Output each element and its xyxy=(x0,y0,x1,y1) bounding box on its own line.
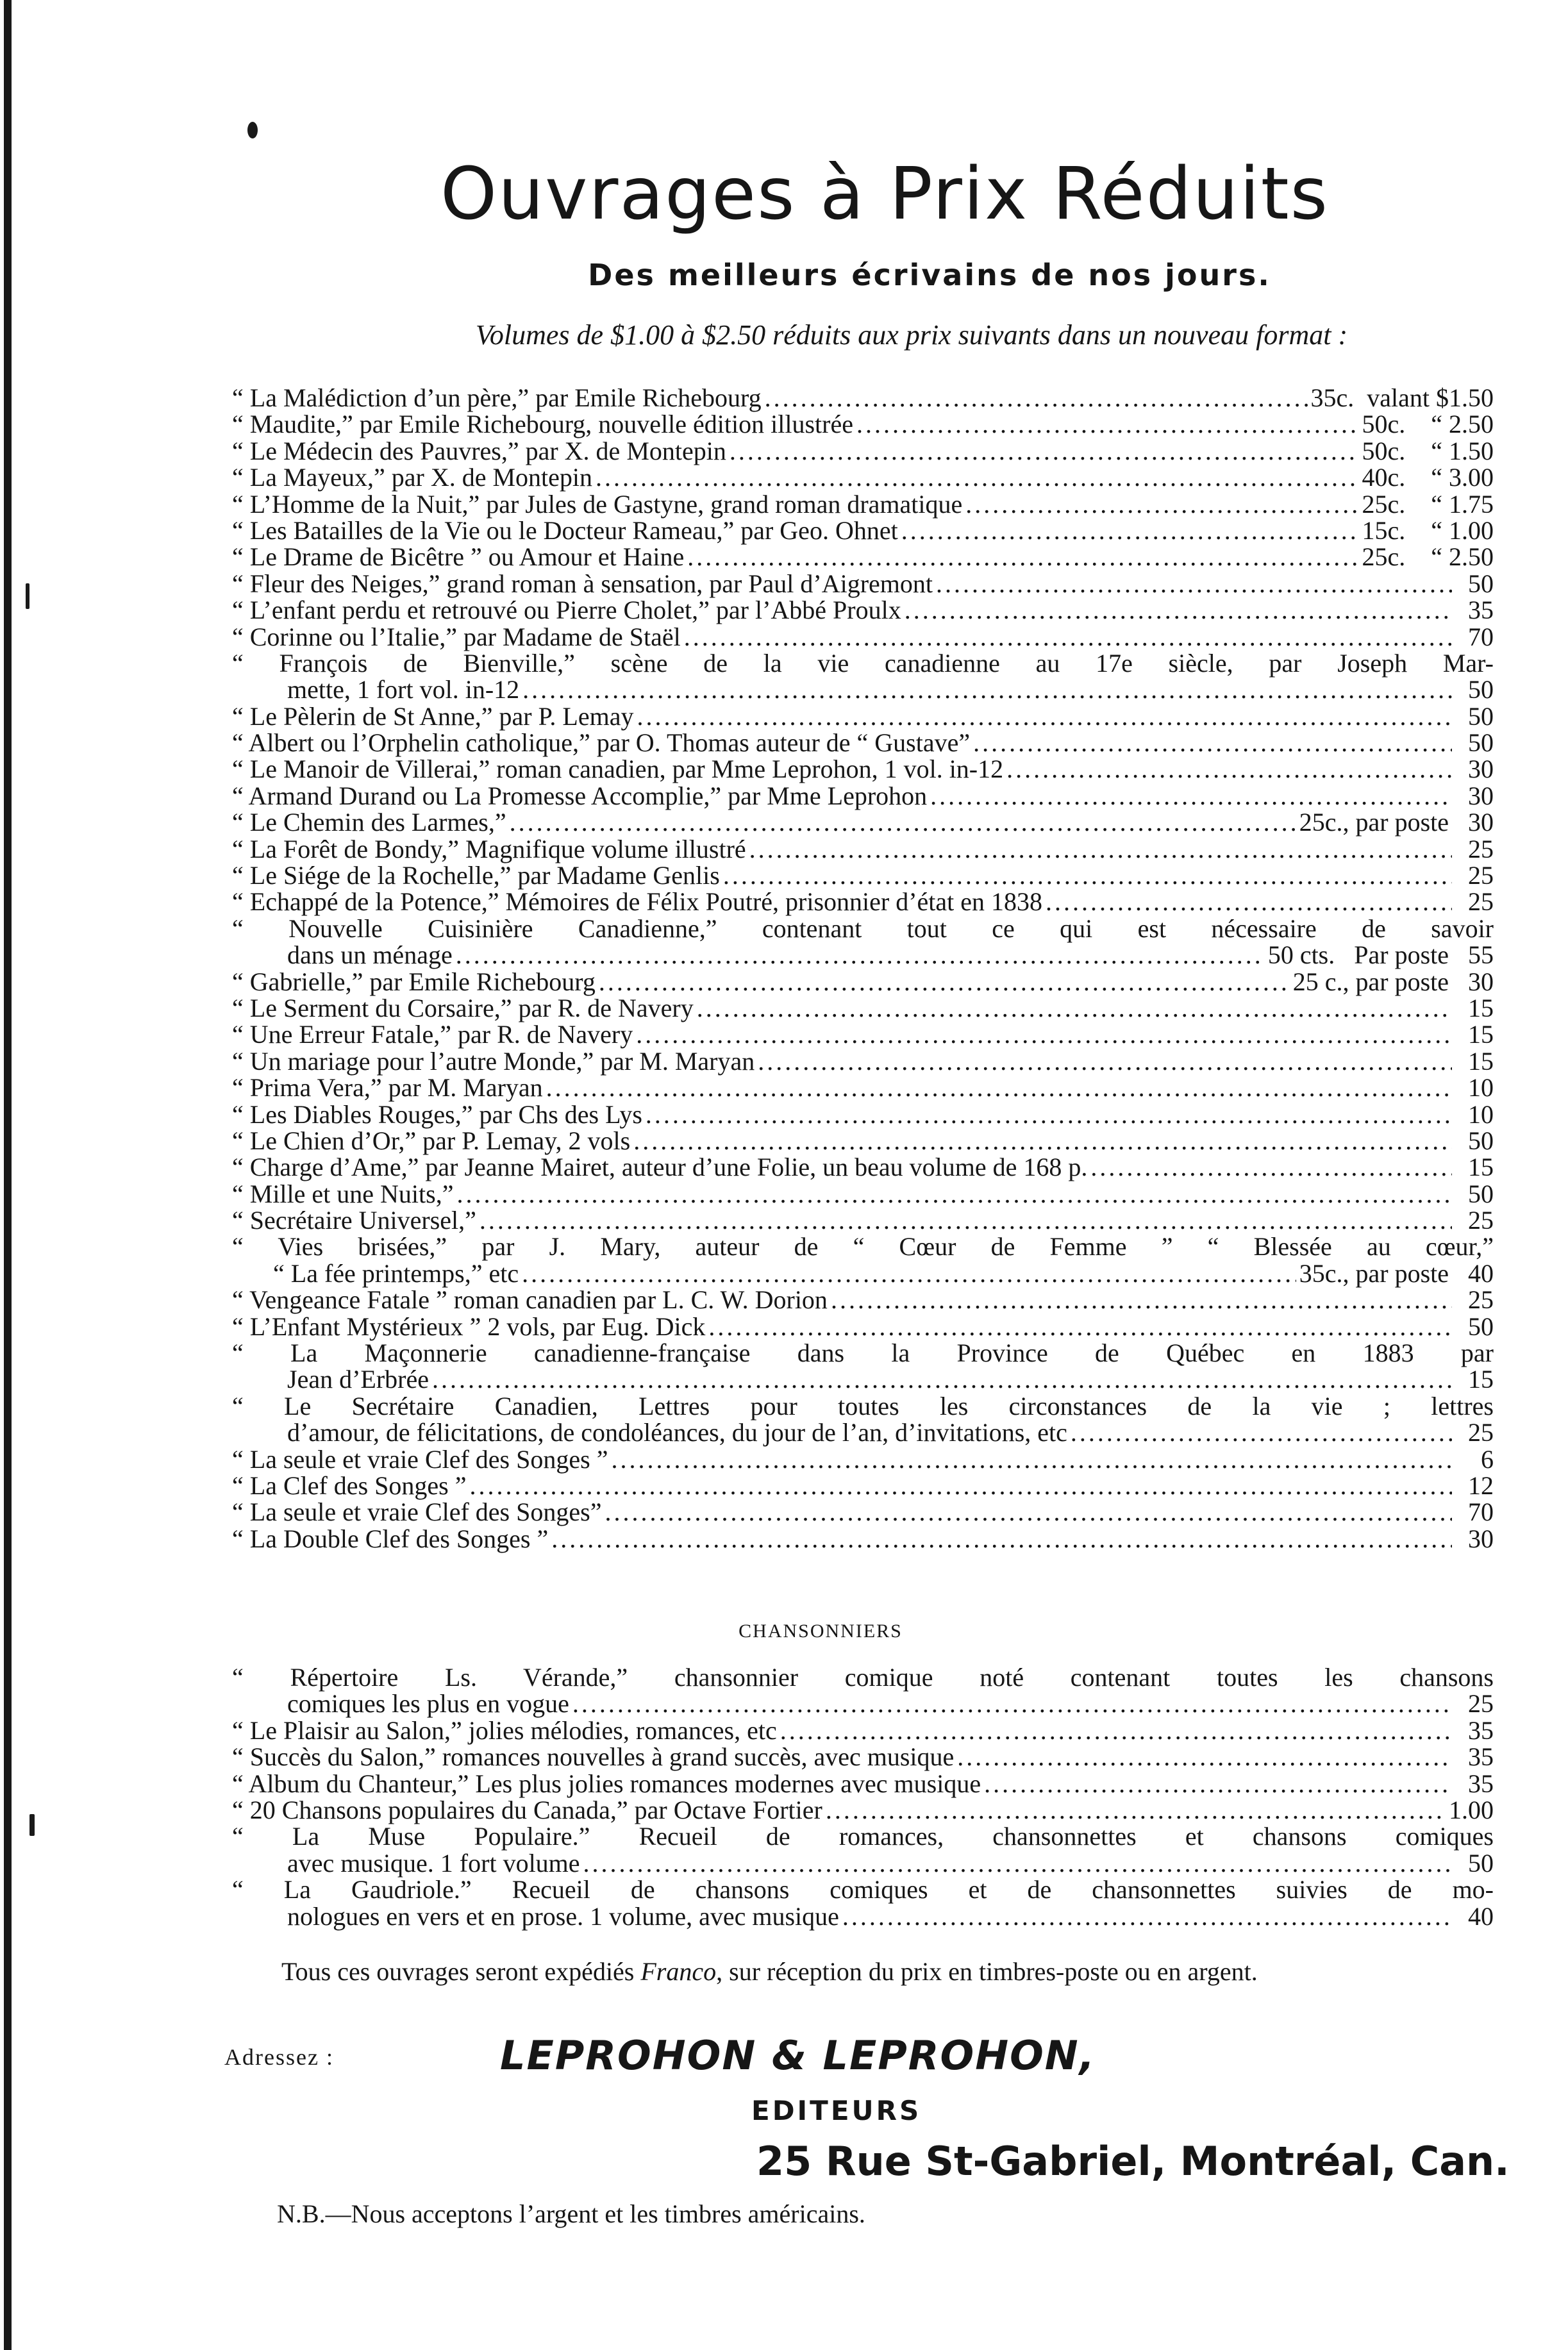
item-reduced-price: 40c. “ xyxy=(1362,463,1442,492)
dot-leader xyxy=(973,729,1452,756)
item-price: 70 xyxy=(1468,622,1494,651)
item-price: 50 xyxy=(1468,569,1494,598)
item-price: 30 xyxy=(1468,808,1494,837)
item-title: “ L’Enfant Mystérieux ” 2 vols, par Eug. Dick xyxy=(232,1312,706,1341)
list-item xyxy=(232,1850,1494,1876)
item-price: 15 xyxy=(1468,1365,1494,1394)
item-price: 25 xyxy=(1468,1418,1494,1447)
dot-leader xyxy=(546,1074,1452,1101)
item-price: 50 xyxy=(1468,1179,1494,1208)
item-price: 15 xyxy=(1468,1153,1494,1182)
dot-leader xyxy=(469,1472,1452,1499)
list-item xyxy=(232,915,1494,942)
item-price: 70 xyxy=(1468,1497,1494,1527)
item-title: “ Succès du Salon,” romances nouvelles à grand succès, avec musique xyxy=(232,1742,955,1772)
list-item xyxy=(232,995,1494,1021)
item-title: d’amour, de félicitations, de condoléances, du jour de l’an, d’invitations, etc xyxy=(287,1418,1067,1447)
dot-leader xyxy=(583,1850,1452,1876)
list-item xyxy=(232,624,1494,650)
list-item xyxy=(232,491,1494,517)
dot-leader xyxy=(456,942,1265,968)
item-title: “ Vies brisées,” par J. Mary, auteur de “ Cœur de Femme ” “ Blessée au cœur,” xyxy=(232,1232,1494,1262)
list-item xyxy=(232,385,1494,411)
book-list xyxy=(232,385,1494,1552)
dot-leader xyxy=(856,411,1359,437)
list-item xyxy=(232,1154,1494,1180)
item-price: 1.75 xyxy=(1449,489,1494,519)
list-item xyxy=(232,1823,1494,1849)
item-title: nologues en vers et en prose. 1 volume, avec musique xyxy=(287,1901,839,1931)
item-price: 30 xyxy=(1468,781,1494,810)
item-title: “ Maudite,” par Emile Richebourg, nouvelle édition illustrée xyxy=(232,410,853,439)
dot-leader xyxy=(758,1048,1452,1074)
item-title: “ Le Chemin des Larmes,” xyxy=(232,808,506,837)
item-title: “ Le Manoir de Villerai,” roman canadien, par Mme Leprohon, 1 vol. in-12 xyxy=(232,754,1004,784)
item-title: “ La Forêt de Bondy,” Magnifique volume illustré xyxy=(232,834,746,863)
item-price: 1.50 xyxy=(1449,436,1494,465)
item-price: 25 xyxy=(1468,1285,1494,1315)
songbook-list xyxy=(232,1664,1494,1929)
list-item xyxy=(232,464,1494,490)
item-title: “ Prima Vera,” par M. Maryan xyxy=(232,1073,543,1103)
item-reduced-price: 25c., par poste xyxy=(1299,808,1449,837)
item-price: 15 xyxy=(1468,1046,1494,1076)
item-price: 2.50 xyxy=(1449,410,1494,439)
list-item xyxy=(232,1664,1494,1690)
dot-leader xyxy=(637,703,1452,729)
page-title: Ouvrages à Prix Réduits xyxy=(440,153,1330,236)
item-price: 25 xyxy=(1468,834,1494,863)
item-price: 30 xyxy=(1468,1524,1494,1553)
ink-mark xyxy=(26,583,29,609)
list-item xyxy=(232,809,1494,835)
list-item xyxy=(232,1234,1494,1260)
dot-leader xyxy=(957,1744,1452,1770)
ink-mark xyxy=(29,1814,35,1836)
item-title: “ L’Homme de la Nuit,” par Jules de Gastyne, grand roman dramatique xyxy=(232,489,963,519)
list-item xyxy=(232,676,1494,703)
item-title: Jean d’Erbrée xyxy=(287,1365,429,1394)
item-price: 1.00 xyxy=(1449,515,1494,545)
item-title: “ La fée printemps,” etc xyxy=(273,1258,519,1288)
item-title: “ Une Erreur Fatale,” par R. de Navery xyxy=(232,1020,633,1049)
item-title: “ Echappé de la Potence,” Mémoires de Félix Poutré, prisonnier d’état en 1838 xyxy=(232,887,1043,917)
item-reduced-price: 15c. “ xyxy=(1362,515,1442,545)
list-item xyxy=(232,888,1494,915)
item-title: “ Vengeance Fatale ” roman canadien par L. C. W. Dorion xyxy=(232,1285,828,1315)
item-price: 40 xyxy=(1468,1258,1494,1288)
item-title: “ Charge d’Ame,” par Jeanne Mairet, auteur d’une Folie, un beau volume de 168 p. xyxy=(232,1153,1088,1182)
list-item xyxy=(232,756,1494,782)
item-price: 3.00 xyxy=(1449,463,1494,492)
item-title: “ Fleur des Neiges,” grand roman à sensation, par Paul d’Aigremont xyxy=(232,569,933,598)
item-price: 50 xyxy=(1468,728,1494,758)
dot-leader xyxy=(456,1181,1452,1207)
dot-leader xyxy=(599,969,1290,995)
item-price: 10 xyxy=(1468,1073,1494,1103)
page-subtitle: Des meilleurs écrivains de nos jours. xyxy=(588,258,1271,292)
item-title: “ Le Chien d’Or,” par P. Lemay, 2 vols xyxy=(232,1126,631,1155)
list-item xyxy=(232,1419,1494,1446)
item-price: 30 xyxy=(1468,754,1494,784)
item-reduced-price: 50c. “ xyxy=(1362,410,1442,439)
item-price: 30 xyxy=(1468,967,1494,996)
list-item xyxy=(232,1207,1494,1233)
item-title: “ Nouvelle Cuisinière Canadienne,” contenant tout ce qui est nécessaire de savoir xyxy=(232,913,1494,943)
dot-leader xyxy=(1046,888,1452,915)
item-price: $1.50 xyxy=(1436,383,1494,412)
list-item xyxy=(232,1181,1494,1207)
dot-leader xyxy=(780,1717,1452,1744)
nb-note: N.B.—Nous acceptons l’argent et les timbres américains. xyxy=(277,2199,865,2228)
list-item xyxy=(232,1287,1494,1313)
list-item xyxy=(232,1128,1494,1154)
ink-mark xyxy=(247,122,258,138)
item-title: “ François de Bienville,” scène de la vie canadienne au 17e siècle, par Joseph Mar- xyxy=(232,648,1494,678)
list-item xyxy=(232,1771,1494,1797)
item-title: “ L’enfant perdu et retrouvé ou Pierre Cholet,” par l’Abbé Proulx xyxy=(232,596,901,625)
item-title: “ La Clef des Songes ” xyxy=(232,1471,467,1500)
item-title: “ Le Médecin des Pauvres,” par X. de Montepin xyxy=(232,436,726,465)
item-price: 12 xyxy=(1468,1471,1494,1500)
item-reduced-price: 25c. “ xyxy=(1362,489,1442,519)
section-heading-chansonniers: CHANSONNIERS xyxy=(738,1621,903,1642)
item-title: “ La Muse Populaire.” Recueil de romances, chansonnettes et chansons comiques xyxy=(232,1822,1494,1851)
dot-leader xyxy=(697,995,1452,1021)
list-item xyxy=(232,783,1494,809)
item-title: “ Les Diables Rouges,” par Chs des Lys xyxy=(232,1099,642,1129)
dot-leader xyxy=(551,1526,1452,1552)
item-title: “ Armand Durand ou La Promesse Accomplie,” par Mme Leprohon xyxy=(232,781,928,810)
list-item xyxy=(232,1101,1494,1128)
item-title: “ Répertoire Ls. Vérande,” chansonnier comique noté contenant toutes les chansons xyxy=(232,1662,1494,1692)
dot-leader xyxy=(765,385,1308,411)
item-title: dans un ménage xyxy=(287,940,453,970)
shipping-note-text: Tous ces ouvrages seront expédiés xyxy=(281,1957,641,1986)
item-title: “ Les Batailles de la Vie ou le Docteur Rameau,” par Geo. Ohnet xyxy=(232,515,898,545)
shipping-note-franco: Franco xyxy=(640,1957,717,1986)
list-item xyxy=(232,1472,1494,1499)
item-price: 40 xyxy=(1468,1901,1494,1931)
shipping-note xyxy=(221,1958,1496,1985)
list-item xyxy=(232,544,1494,570)
list-item xyxy=(232,1876,1494,1903)
item-title: “ 20 Chansons populaires du Canada,” par Octave Fortier xyxy=(232,1795,822,1824)
list-item xyxy=(232,1393,1494,1419)
dot-leader xyxy=(826,1797,1446,1823)
list-item xyxy=(232,1021,1494,1047)
list-item xyxy=(232,1903,1494,1929)
publisher-role: EDITEURS xyxy=(751,2095,922,2126)
list-item xyxy=(232,1499,1494,1525)
list-item xyxy=(232,1074,1494,1101)
item-price: 15 xyxy=(1468,1020,1494,1049)
list-item xyxy=(232,1446,1494,1472)
dot-leader xyxy=(605,1499,1452,1525)
item-reduced-price: 25 c., par poste xyxy=(1292,967,1449,996)
dot-leader xyxy=(730,438,1359,464)
item-title: comiques les plus en vogue xyxy=(287,1689,569,1719)
dot-leader xyxy=(611,1446,1452,1472)
dot-leader xyxy=(723,862,1452,888)
item-title: “ La seule et vraie Clef des Songes ” xyxy=(232,1444,608,1474)
item-title: “ La seule et vraie Clef des Songes” xyxy=(232,1497,602,1527)
dot-leader xyxy=(930,783,1452,809)
dot-leader xyxy=(1006,756,1452,782)
dot-leader xyxy=(842,1903,1452,1929)
item-reduced-price: 50 cts. Par poste xyxy=(1267,940,1449,970)
item-price: 25 xyxy=(1468,1689,1494,1719)
list-item xyxy=(232,438,1494,464)
list-item xyxy=(232,597,1494,623)
dot-leader xyxy=(596,464,1358,490)
item-price: 1.00 xyxy=(1449,1795,1494,1824)
address-label: Adressez : xyxy=(224,2044,334,2070)
list-item xyxy=(232,1366,1494,1392)
list-item xyxy=(232,836,1494,862)
item-title: “ Le Secrétaire Canadien, Lettres pour toutes les circonstances de la vie ; lettres xyxy=(232,1391,1494,1421)
item-title: “ La Maçonnerie canadienne-française dans la Province de Québec en 1883 par xyxy=(232,1338,1494,1368)
item-title: “ La Double Clef des Songes ” xyxy=(232,1524,549,1553)
item-title: “ Albert ou l’Orphelin catholique,” par O. Thomas auteur de “ Gustave” xyxy=(232,728,971,758)
item-price: 50 xyxy=(1468,1126,1494,1155)
list-item xyxy=(232,1797,1494,1823)
item-title: “ La Gaudriole.” Recueil de chansons comiques et de chansonnettes suivies de mo- xyxy=(232,1875,1494,1904)
dot-leader xyxy=(749,836,1452,862)
list-item xyxy=(232,969,1494,995)
dot-leader xyxy=(636,1021,1452,1047)
item-title: “ Album du Chanteur,” Les plus jolies romances modernes avec musique xyxy=(232,1769,981,1798)
item-price: 50 xyxy=(1468,675,1494,704)
dot-leader xyxy=(510,809,1296,835)
list-item xyxy=(232,703,1494,729)
dot-leader xyxy=(1071,1419,1452,1446)
item-price: 50 xyxy=(1468,1312,1494,1341)
dot-leader xyxy=(684,624,1452,650)
dot-leader xyxy=(901,517,1359,544)
item-price: 50 xyxy=(1468,701,1494,731)
item-price: 2.50 xyxy=(1449,542,1494,572)
intro-text: Volumes de $1.00 à $2.50 réduits aux prix suivants dans un nouveau format : xyxy=(475,319,1348,351)
dot-leader xyxy=(905,597,1452,623)
item-reduced-price: 35c. valant xyxy=(1310,383,1430,412)
list-item xyxy=(232,1744,1494,1770)
list-item xyxy=(232,1526,1494,1552)
item-title: “ Le Plaisir au Salon,” jolies mélodies, romances, etc xyxy=(232,1715,777,1745)
item-title: “ Le Pèlerin de St Anne,” par P. Lemay xyxy=(232,701,634,731)
dot-leader xyxy=(708,1313,1452,1340)
item-title: “ La Malédiction d’un père,” par Emile Richebourg xyxy=(232,383,762,412)
item-title: mette, 1 fort vol. in-12 xyxy=(287,675,520,704)
dot-leader xyxy=(633,1128,1452,1154)
item-price: 15 xyxy=(1468,993,1494,1022)
list-item xyxy=(232,650,1494,676)
list-item xyxy=(232,1260,1494,1287)
item-reduced-price: 50c. “ xyxy=(1362,436,1442,465)
item-price: 35 xyxy=(1468,1715,1494,1745)
dot-leader xyxy=(687,544,1358,570)
publisher-address: 25 Rue St-Gabriel, Montréal, Can. xyxy=(756,2138,1510,2185)
list-item xyxy=(232,942,1494,968)
item-price: 35 xyxy=(1468,1769,1494,1798)
item-price: 25 xyxy=(1468,861,1494,890)
item-price: 25 xyxy=(1468,887,1494,917)
dot-leader xyxy=(1090,1154,1452,1180)
item-price: 50 xyxy=(1468,1848,1494,1878)
dot-leader xyxy=(572,1690,1452,1717)
item-title: “ Gabrielle,” par Emile Richebourg xyxy=(232,967,596,996)
dot-leader xyxy=(965,491,1358,517)
item-price: 6 xyxy=(1481,1444,1494,1474)
list-item xyxy=(232,1717,1494,1744)
item-reduced-price: 35c., par poste xyxy=(1299,1258,1449,1288)
item-title: “ Le Siége de la Rochelle,” par Madame Genlis xyxy=(232,861,720,890)
dot-leader xyxy=(984,1771,1452,1797)
dot-leader xyxy=(522,1260,1296,1287)
item-title: “ Un mariage pour l’autre Monde,” par M. Maryan xyxy=(232,1046,755,1076)
item-title: “ La Mayeux,” par X. de Montepin xyxy=(232,463,593,492)
shipping-note-text-end: , sur réception du prix en timbres-poste ou en argent. xyxy=(716,1957,1258,1986)
item-title: “ Le Drame de Bicêtre ” ou Amour et Haine xyxy=(232,542,685,572)
item-title: “ Secrétaire Universel,” xyxy=(232,1206,476,1235)
list-item xyxy=(232,862,1494,888)
item-price: 25 xyxy=(1468,1206,1494,1235)
list-item xyxy=(232,517,1494,544)
dot-leader xyxy=(936,571,1452,597)
list-item xyxy=(232,729,1494,756)
publisher-name: LEPROHON & LEPROHON, xyxy=(500,2032,1096,2079)
dot-leader xyxy=(646,1101,1452,1128)
item-price: 10 xyxy=(1468,1099,1494,1129)
item-price: 55 xyxy=(1468,940,1494,970)
item-price: 35 xyxy=(1468,1742,1494,1772)
list-item xyxy=(232,411,1494,437)
item-title: “ Corinne ou l’Italie,” par Madame de Staël xyxy=(232,622,681,651)
list-item xyxy=(232,1048,1494,1074)
item-title: avec musique. 1 fort volume xyxy=(287,1848,580,1878)
item-reduced-price: 25c. “ xyxy=(1362,542,1442,572)
dot-leader xyxy=(480,1207,1452,1233)
list-item xyxy=(232,571,1494,597)
dot-leader xyxy=(432,1366,1452,1392)
list-item xyxy=(232,1340,1494,1366)
page-binding-edge xyxy=(4,0,12,2350)
dot-leader xyxy=(831,1287,1452,1313)
list-item xyxy=(232,1690,1494,1717)
item-title: “ Mille et une Nuits,” xyxy=(232,1179,454,1208)
list-item xyxy=(232,1313,1494,1340)
item-title: “ Le Serment du Corsaire,” par R. de Navery xyxy=(232,993,694,1022)
item-price: 35 xyxy=(1468,596,1494,625)
dot-leader xyxy=(522,676,1452,703)
